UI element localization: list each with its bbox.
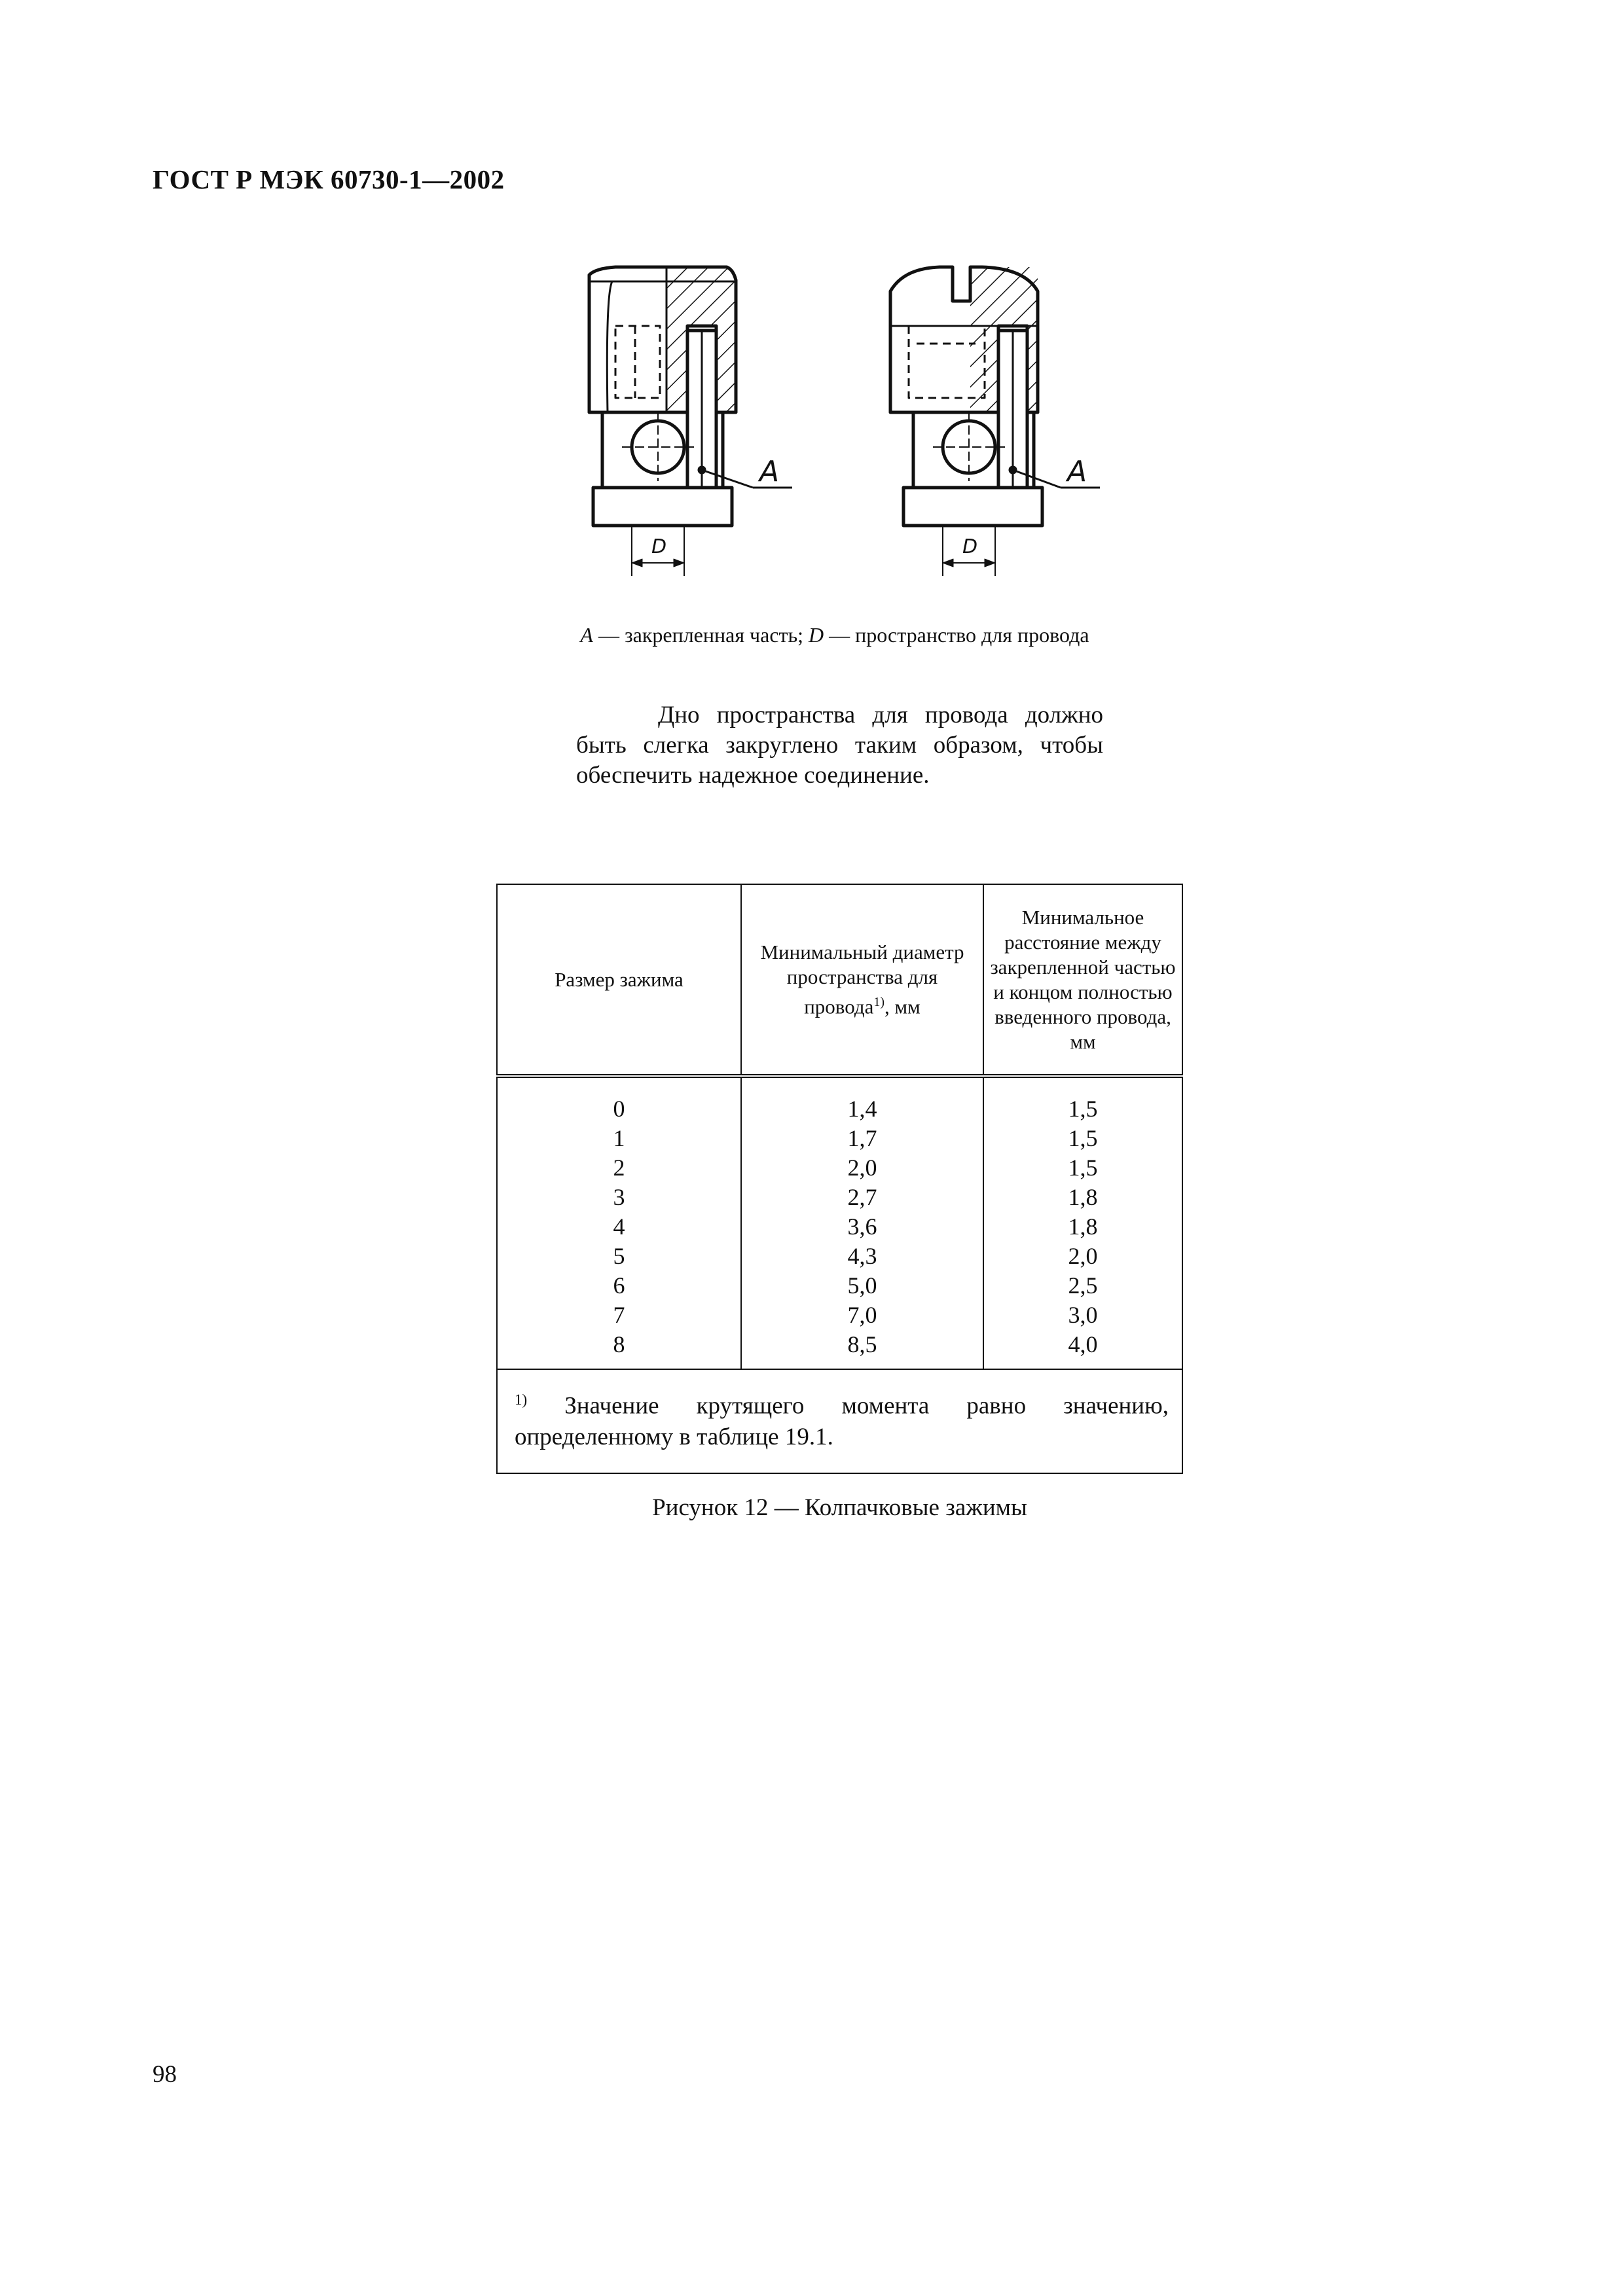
column-distance-values (983, 1076, 1182, 1369)
table-cell: 1 (613, 1125, 625, 1151)
legend-d-symbol: D (809, 623, 824, 647)
column-diameter-values (741, 1076, 983, 1369)
page-number: 98 (153, 2061, 177, 2088)
table-cell: 2,0 (1068, 1243, 1098, 1269)
left-label-a: A (759, 455, 780, 488)
figure-caption: Рисунок 12 — Колпачковые зажимы (652, 1494, 1027, 1521)
table-cell: 1,5 (1068, 1096, 1098, 1122)
footnote-text: Значение крутящего момента равно значению, определенному в таблице 19.1. (515, 1392, 1169, 1451)
table-cell: 1,8 (1068, 1184, 1098, 1210)
table-cell: 1,8 (1068, 1213, 1098, 1240)
right-label-d: D (962, 535, 978, 558)
legend-d-text: — пространство для провода (824, 623, 1089, 647)
table-cell: 5 (613, 1243, 625, 1269)
table-cell: 6 (613, 1272, 625, 1299)
table-cell: 3,0 (1068, 1302, 1098, 1328)
table-cell: 8 (613, 1331, 625, 1357)
cap-terminal-figure (556, 255, 1146, 596)
table-cell: 7 (613, 1302, 625, 1328)
col-header-size: Размер зажима (497, 884, 741, 1076)
col-header-distance: Минимальное расстояние между закрепленной частью и концом полностью введенного провода, мм (983, 884, 1182, 1076)
table-cell: 2,0 (847, 1155, 877, 1181)
figure-note: Дно пространства для провода должно быть слегка закруглено таким образом, чтобы обеспечить надежное соединение. (576, 702, 1103, 789)
table-cell: 4,3 (847, 1243, 877, 1269)
table-cell: 0 (613, 1096, 625, 1122)
clamp-size-table (496, 884, 1183, 1474)
table-cell: 2,5 (1068, 1272, 1098, 1299)
table-cell: 8,5 (847, 1331, 877, 1357)
table-footnote (497, 1369, 1182, 1473)
table-cell: 2 (613, 1155, 625, 1181)
left-label-d: D (651, 535, 667, 558)
right-label-a: A (1067, 455, 1087, 488)
right-terminal-drawing (890, 267, 1100, 576)
figure-legend (556, 622, 1113, 648)
left-terminal-drawing (589, 267, 792, 576)
document-header: ГОСТ Р МЭК 60730-1—2002 (153, 164, 505, 194)
table-cell: 1,4 (847, 1096, 877, 1122)
table-cell: 3 (613, 1184, 625, 1210)
column-size-values (497, 1076, 741, 1369)
table-cell: 2,7 (847, 1184, 877, 1210)
table-cell: 1,5 (1068, 1155, 1098, 1181)
col-header-diameter: Минимальный диаметр пространства для провода$^{1)}$, мм (741, 884, 983, 1076)
table-cell: 1,5 (1068, 1125, 1098, 1151)
table-cell: 4 (613, 1213, 625, 1240)
legend-a-symbol: A (580, 623, 593, 647)
table-cell: 5,0 (847, 1272, 877, 1299)
table-cell: 3,6 (847, 1213, 877, 1240)
table-cell: 7,0 (847, 1302, 877, 1328)
table-body (497, 1076, 1182, 1369)
legend-a-text: — закрепленная часть; (593, 623, 809, 647)
footnote-mark: 1) (515, 1391, 528, 1408)
table-cell: 4,0 (1068, 1331, 1098, 1357)
table-cell: 1,7 (847, 1125, 877, 1151)
